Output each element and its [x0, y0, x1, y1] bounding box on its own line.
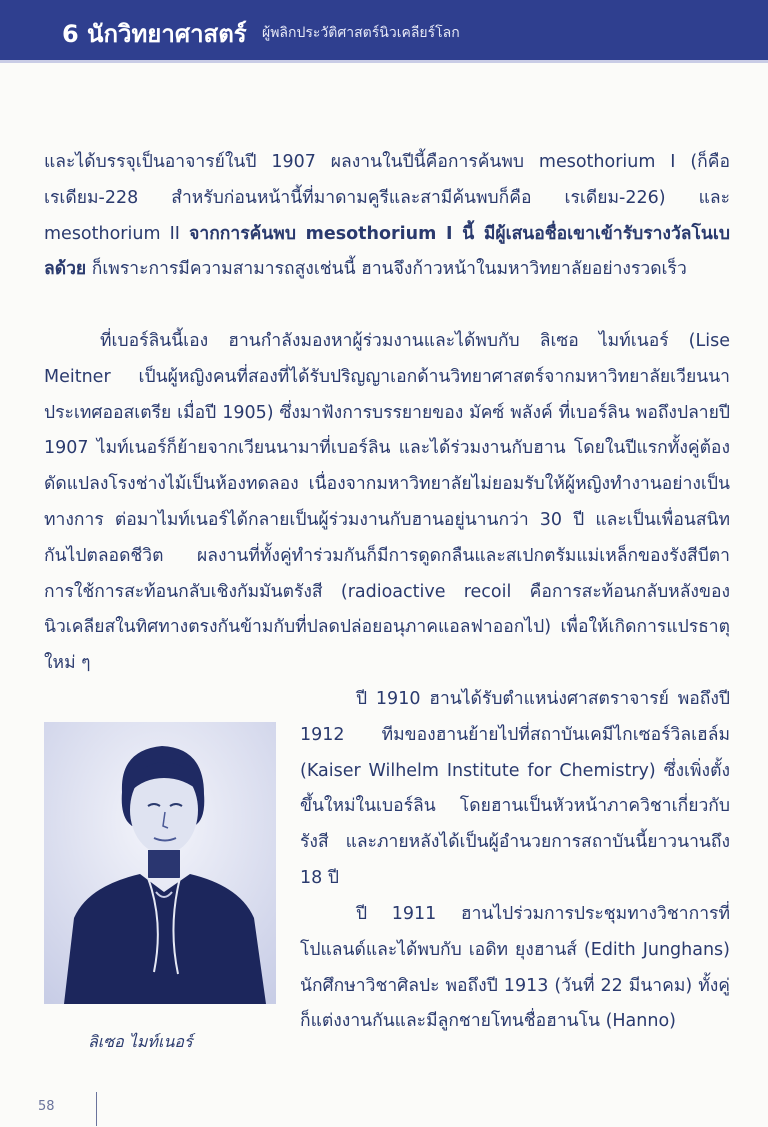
paragraph-text: และได้บรรจุเป็นอาจารย์ในปี 1907 ผลงานในปีนี้คือการค้นพบ mesothorium I (ก็คือ เรเดียม-228 สำหรับก่อนหน้านี้ที่มาดามคูรีและสามีค้นพบก็คือ เรเดียม-226) และ mesothorium II [44, 152, 730, 244]
chapter-title: 6 นักวิทยาศาสตร์ [62, 20, 247, 48]
paragraph-kaiser-wilhelm: ปี 1910 ฮานได้รับตำแหน่งศาสตราจารย์ พอถึงปี 1912 ทีมของฮานย้ายไปที่สถาบันเคมีไกเซอร์วิลเฮล์ม (Kaiser Wilhelm Institute for Chemistry) ซึ่งเพิ่งตั้งขึ้นใหม่ในเบอร์ลิน โดยฮานเป็นหัวหน้าภาควิชาเกี่ยวกับรังสี และภายหลังได้เป็นผู้อำนวยการสถาบันนี้ยาวนานถึง 18 ปี [300, 689, 730, 888]
paragraph-edith: ปี 1911 ฮานไปร่วมการประชุมทางวิชาการที่โปแลนด์และได้พบกับ เอดิท ยุงฮานส์ (Edith Junghans) นักศึกษาวิชาศิลปะ พอถึงปี 1913 (วันที่ 22 มีนาคม) ทั้งคู่ก็แต่งงานกันและมีลูกชายโทนชื่อฮานโน (Hanno) [300, 904, 730, 1032]
footer-divider [96, 1092, 97, 1126]
portrait-illustration [44, 722, 276, 1004]
paragraph-text: ก็เพราะการมีความสามารถสูงเช่นนี้ ฮานจึงก้าวหน้าในมหาวิทยาลัยอย่างรวดเร็ว [86, 259, 687, 280]
running-header [0, 0, 768, 63]
paragraph-mesothorium [44, 145, 730, 288]
photo-caption: ลิเซอ ไมท์เนอร์ [88, 1032, 193, 1051]
bold-text: จากการค้นพบ mesothorium I นี้ มีผู้เสนอชื่อเขาเข้ารับรางวัลโนเบลด้วย [44, 223, 730, 280]
portrait-photo-lise-meitner [44, 722, 276, 1004]
page-number: 58 [38, 1099, 55, 1114]
book-subtitle: ผู้พลิกประวัติศาสตร์นิวเคลียร์โลก [262, 25, 460, 41]
paragraph-meitner: ที่เบอร์ลินนี้เอง ฮานกำลังมองหาผู้ร่วมงานและได้พบกับ ลิเซอ ไมท์เนอร์ (Lise Meitner เป็นผู้หญิงคนที่สองที่ได้รับปริญญาเอกด้านวิทยาศาสตร์จากมหาวิทยาลัยเวียนนา ประเทศออสเตรีย เมื่อปี 1905) ซึ่งมาฟังการบรรยายของ มัคซ์ พลังค์ ที่เบอร์ลิน พอถึงปลายปี 1907 ไมท์เนอร์ก็ย้ายจากเวียนนามาที่เบอร์ลิน และได้ร่วมงานกับฮาน โดยในปีแรกทั้งคู่ต้องดัดแปลงโรงช่างไม้เป็นห้องทดลอง เนื่องจากมหาวิทยาลัยไม่ยอมรับให้ผู้หญิงทำงานอย่างเป็นทางการ ต่อมาไมท์เนอร์ได้กลายเป็นผู้ร่วมงานกับฮานอยู่นานกว่า 30 ปี และเป็นเพื่อนสนิทกันไปตลอดชีวิต ผลงานที่ทั้งคู่ทำร่วมกันก็มีการดูดกลืนและสเปกตรัมแม่เหล็กของรังสีบีตา การใช้การสะท้อนกลับเชิงกัมมันตรังสี (radioactive recoil คือการสะท้อนกลับหลังของนิวเคลียสในทิศทางตรงกันข้ามกับที่ปลดปล่อยอนุภาคแอลฟาออกไป) เพื่อให้เกิดการแปรธาตุใหม่ ๆ [44, 331, 730, 674]
